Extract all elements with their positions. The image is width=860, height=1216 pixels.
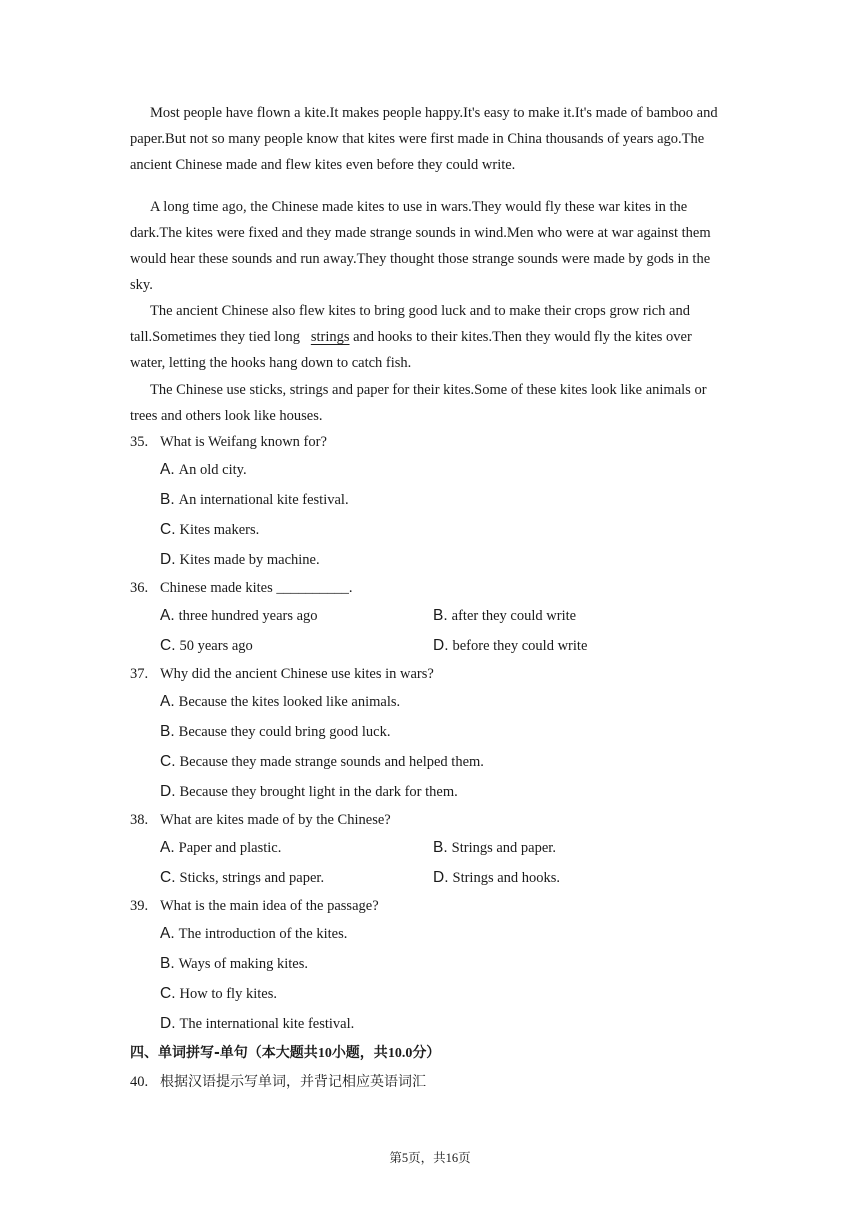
question-text: 根据汉语提示写单词，并背记相应英语词汇 — [160, 1074, 426, 1090]
option-39-c — [160, 984, 277, 1004]
option-35-a — [160, 460, 247, 480]
option-36-a — [160, 606, 318, 626]
option-letter: C. — [160, 521, 176, 538]
question-number: 39. — [130, 898, 149, 914]
option-text: 50 years ago — [179, 638, 253, 654]
option-letter: C. — [160, 985, 176, 1002]
section-question-count: 10 — [317, 1046, 332, 1061]
option-38-a — [160, 838, 281, 858]
passage-paragraph-1 — [130, 100, 730, 178]
option-35-d — [160, 550, 320, 570]
section-total-score: 10.0 — [387, 1046, 413, 1061]
option-36-c — [160, 636, 253, 656]
option-letter: A. — [160, 693, 175, 710]
paragraph-3-text-after: and hooks to their kites.Then they would fly the kites over water, letting the hooks hang down to catch fish. — [130, 329, 692, 371]
option-letter: C. — [160, 869, 176, 886]
option-text: Kites makers. — [179, 522, 260, 538]
paragraph-2-text: A long time ago, the Chinese made kites to use in wars.They would fly these war kites in the dark.The kites were fixed and they made strange sounds in wind.Men who were at war against them would hear these sounds and run away.They thought those strange sounds were made by gods in the sky. — [130, 199, 711, 293]
passage-paragraph-4 — [130, 377, 730, 429]
option-35-c — [160, 520, 259, 540]
option-39-b — [160, 954, 308, 974]
option-text: Because the kites looked like animals. — [178, 694, 401, 710]
question-number: 37. — [130, 666, 149, 682]
option-text: Because they made strange sounds and helped them. — [179, 754, 484, 770]
question-35 — [130, 432, 327, 452]
option-text: Paper and plastic. — [178, 840, 282, 856]
option-37-b — [160, 722, 390, 742]
option-text: Because they could bring good luck. — [178, 724, 391, 740]
question-number: 35. — [130, 434, 149, 450]
question-text: Chinese made kites __________. — [160, 580, 353, 596]
question-text: What is Weifang known for? — [160, 434, 327, 450]
question-39 — [130, 896, 379, 916]
paragraph-1-text: Most people have flown a kite.It makes people happy.It's easy to make it.It's made of bamboo and paper.But not so many people know that kites were first made in China thousands of years ago.The ancient Chinese made and flew kites even before they could write. — [130, 105, 718, 173]
option-text: The international kite festival. — [179, 1016, 355, 1032]
option-36-d — [433, 636, 587, 656]
option-38-c — [160, 868, 324, 888]
paragraph-4-text: The Chinese use sticks, strings and paper for their kites.Some of these kites look like animals or trees and others look like houses. — [130, 382, 707, 424]
option-text: before they could write — [452, 638, 588, 654]
option-37-a — [160, 692, 400, 712]
option-letter: A. — [160, 461, 175, 478]
section-heading-prefix: 四、单词拼写-单句（本大题共 — [130, 1045, 318, 1061]
option-text: Strings and paper. — [451, 840, 556, 856]
passage-paragraph-2 — [130, 194, 730, 298]
question-number: 40. — [130, 1074, 149, 1090]
option-letter: D. — [160, 1015, 176, 1032]
option-letter: A. — [160, 925, 175, 942]
question-38 — [130, 810, 391, 830]
option-text: Sticks, strings and paper. — [179, 870, 325, 886]
option-38-b — [433, 838, 556, 858]
question-36 — [130, 578, 353, 598]
option-text: Ways of making kites. — [178, 956, 308, 972]
option-letter: C. — [160, 753, 176, 770]
option-letter: D. — [160, 783, 176, 800]
option-39-d — [160, 1014, 354, 1034]
option-text: An international kite festival. — [178, 492, 349, 508]
option-text: Strings and hooks. — [452, 870, 561, 886]
option-39-a — [160, 924, 347, 944]
question-text: What is the main idea of the passage? — [160, 898, 379, 914]
option-36-b — [433, 606, 576, 626]
option-letter: B. — [160, 955, 175, 972]
paragraph-3-text-before: The ancient Chinese also flew kites to bring good luck and to make their crops grow rich and tall.Sometimes they tied long — [130, 303, 690, 345]
option-text: Because they brought light in the dark for them. — [179, 784, 458, 800]
option-text: An old city. — [178, 462, 247, 478]
option-text: after they could write — [451, 608, 577, 624]
option-letter: C. — [160, 637, 176, 654]
question-number: 38. — [130, 812, 149, 828]
section-heading-suffix: 分） — [412, 1045, 441, 1061]
option-letter: B. — [160, 491, 175, 508]
option-letter: B. — [160, 723, 175, 740]
page-footer: 第5页，共16页 — [389, 1151, 471, 1165]
option-35-b — [160, 490, 349, 510]
question-text: What are kites made of by the Chinese? — [160, 812, 391, 828]
passage-paragraph-3 — [130, 298, 730, 376]
option-text: The introduction of the kites. — [178, 926, 348, 942]
option-letter: B. — [433, 839, 448, 856]
option-letter: D. — [160, 551, 176, 568]
option-letter: D. — [433, 637, 449, 654]
option-text: How to fly kites. — [179, 986, 277, 1002]
option-letter: A. — [160, 607, 175, 624]
option-text: Kites made by machine. — [179, 552, 320, 568]
underlined-word: strings — [310, 329, 350, 345]
option-text: three hundred years ago — [178, 608, 318, 624]
option-38-d — [433, 868, 560, 888]
option-letter: A. — [160, 839, 175, 856]
option-letter: B. — [433, 607, 448, 624]
question-number: 36. — [130, 580, 149, 596]
option-37-d — [160, 782, 458, 802]
question-40 — [130, 1072, 426, 1092]
section-heading — [130, 1043, 440, 1064]
question-37 — [130, 664, 434, 684]
question-text: Why did the ancient Chinese use kites in wars? — [160, 666, 434, 682]
section-heading-middle: 小题，共 — [331, 1045, 388, 1061]
option-letter: D. — [433, 869, 449, 886]
option-37-c — [160, 752, 484, 772]
